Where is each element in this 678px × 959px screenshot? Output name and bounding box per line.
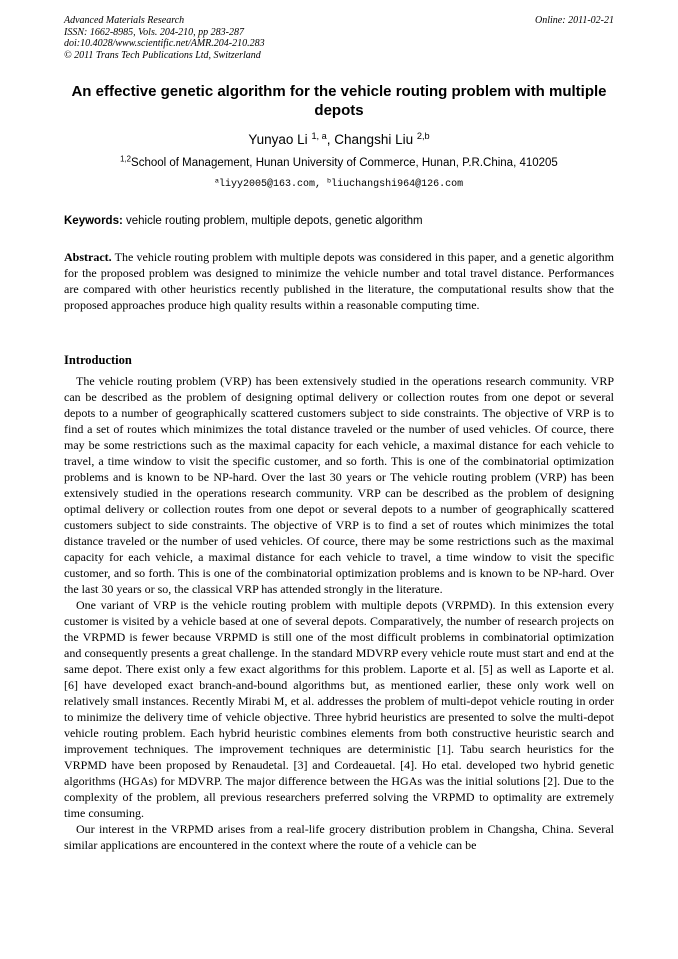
paragraph: Our interest in the VRPMD arises from a real-life grocery distribution problem in Changsha, China. Several similar applications are encountered in the context where the route of a vehicle can be	[64, 822, 614, 852]
paragraph: The vehicle routing problem (VRP) has been extensively studied in the operations research community. VRP can be described as the problem of designing optimal delivery or collection routes from one depot or several depots to a number of geographically scattered customers subject to side constraints. The objective of VRP is to find a set of routes which minimizes the total distance traveled or the number of used vehicles. Of cource, there may be some restrictions such as the maximal capacity for each vehicle, a maximal distance for each vehicle to travel, a time window to visit the specific customer, and so forth. This is one of the combinatorial optimization problems and is known to be NP-hard. Over the last 30 years or The vehicle routing problem (VRP) has been extensively studied in the operations research community. VRP can be described as the problem of designing optimal delivery or collection routes from one depot or several depots to a number of geographically scattered customers subject to side constraints. The objective of VRP is to find a set of routes which minimizes the total distance traveled or the number of used vehicles. Of cource, there may be some restrictions such as the maximal capacity for each vehicle, a maximal distance for each vehicle to travel, a time window to visit the specific customer, and so forth. This is one of the combinatorial optimization problems and is known to be NP-hard. Over the last 30 years or so, the classical VRP has attended strongly in the literature.	[64, 374, 614, 596]
author-name: Yunyao Li	[248, 132, 308, 147]
paper-title: An effective genetic algorithm for the vehicle routing problem with multiple depots	[71, 83, 607, 119]
section-heading: Introduction	[64, 353, 132, 367]
issn-line: ISSN: 1662-8985, Vols. 204-210, pp 283-287	[64, 26, 244, 38]
author-separator: ,	[326, 132, 331, 147]
email-separator: ,	[314, 179, 321, 190]
affiliation-text: School of Management, Hunan University of Commerce, Hunan, P.R.China, 410205	[131, 157, 558, 169]
introduction-body	[64, 373, 614, 853]
author-name: Changshi Liu	[334, 132, 414, 147]
affiliation-mark: 1,2	[120, 154, 132, 164]
journal-name: Advanced Materials Research	[64, 15, 185, 26]
author-affiliation-mark: 1, a	[311, 130, 327, 141]
online-date: Online: 2011-02-21	[535, 15, 614, 26]
email-mark: b	[327, 177, 332, 186]
copyright-line: © 2011 Trans Tech Publications Ltd, Switzerland	[64, 49, 261, 61]
email-link[interactable]: liuchangshi964@126.com	[331, 179, 464, 190]
author-line	[64, 131, 614, 149]
abstract-label: Abstract.	[64, 250, 112, 264]
abstract-text: The vehicle routing problem with multiple depots was considered in this paper, and a genetic algorithm for the proposed problem was designed to minimize the vehicle number and total travel distance. Performances are compared with other heuristics recently published in the literature, the computational results show that the proposed approaches produce high quality results within a reasonable computing time.	[64, 250, 614, 312]
doi-line: doi:10.4028/www.scientific.net/AMR.204-210.283	[64, 38, 265, 49]
keywords	[64, 214, 614, 229]
abstract	[64, 249, 614, 313]
keywords-text: vehicle routing problem, multiple depots, genetic algorithm	[126, 215, 423, 227]
email-mark: a	[214, 177, 219, 186]
author-affiliation-mark: 2,b	[416, 130, 430, 141]
paragraph: One variant of VRP is the vehicle routing problem with multiple depots (VRPMD). In this extension every customer is visited by a vehicle based at one of several depots. Comparatively, the number of research projects on the VRPMD is fewer because VRPMD is still one of the most difficult problems in combinatorial optimization and consequently presents a great challenge. In the standard MDVRP every vehicle route must start and end at the same depot. There exist only a few exact algorithms for this problem. Laporte et al. [5] as well as Laporte et al. [6] have developed exact branch-and-bound algorithms but, as mentioned earlier, these only work well on relatively small instances. Recently Mirabi M, et al. addresses the problem of multi-depot vehicle routing in order to minimize the delivery time of vehicle objective. Three hybrid heuristics are presented to solve the multi-depot vehicle routing problem. Each hybrid heuristic combines elements from both constructive heuristic search and improvement techniques. The improvement techniques are deterministic [1]. Tabu search heuristics for the VRPMD have been proposed by Renaudetal. [3] and Cordeauetal. [4]. Ho etal. developed two hybrid genetic algorithms (HGAs) for MDVRP. The major difference between the HGAs was the initial solutions [2]. Due to the complexity of the problem, all previous researchers preferred solving the VRPMD to optimality are extremely time consuming.	[64, 598, 614, 820]
email-line	[64, 178, 614, 191]
journal-header	[64, 15, 614, 61]
email-link[interactable]: liyy2005@163.com	[218, 179, 315, 190]
affiliation	[64, 156, 614, 171]
keywords-label: Keywords:	[64, 215, 123, 227]
